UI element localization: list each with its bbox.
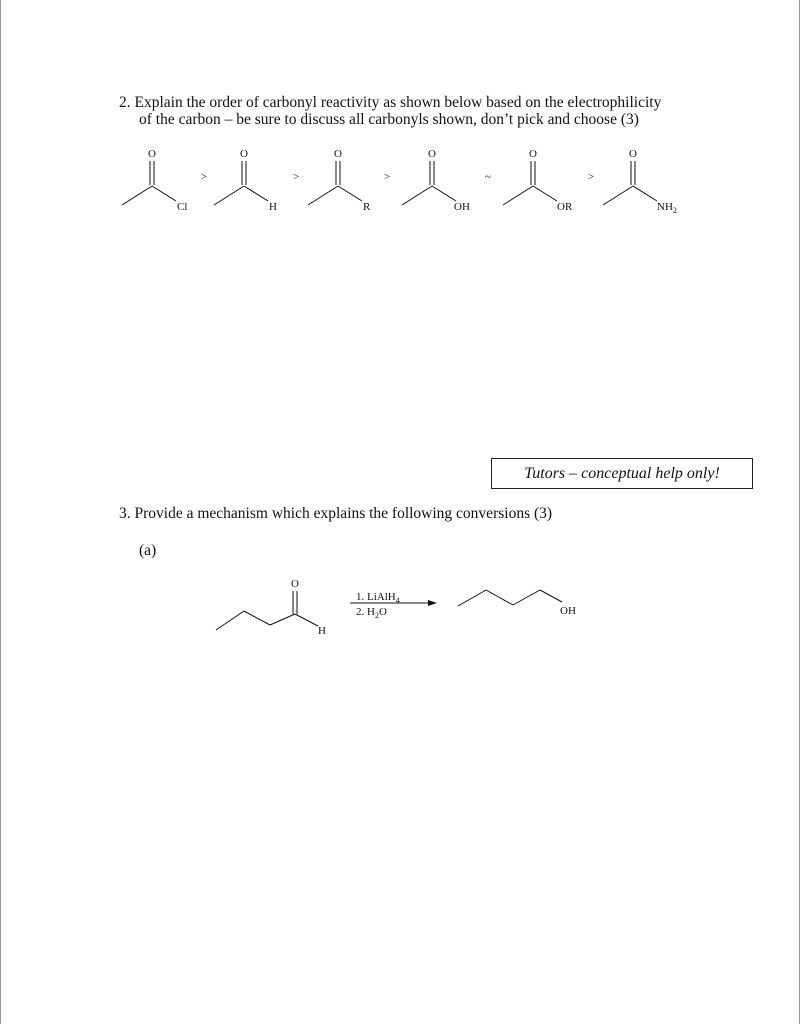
part-a-label: (a): [139, 542, 157, 559]
aldehyde-h-label: H: [318, 625, 326, 637]
oxygen-label: O: [629, 148, 637, 160]
question-3-line: 3. Provide a mechanism which explains the following conversions (3): [119, 505, 553, 522]
oxygen-label: O: [529, 148, 537, 160]
substituent-h: H: [269, 201, 277, 213]
comparator-2: >: [293, 171, 300, 183]
substituent-r: R: [363, 201, 371, 213]
reagent-step-2: 2. $H_2O$: [356, 606, 387, 620]
substituent-oh: OH: [454, 201, 470, 213]
oxygen-label: O: [240, 148, 248, 160]
comparator-3: >: [384, 171, 391, 183]
butanal-structure: [216, 578, 326, 637]
comparator-1: >: [201, 171, 208, 183]
comparator-5: >: [588, 171, 595, 183]
question-2-line-2: of the carbon – be sure to discuss all carbonyls shown, don’t pick and choose (3): [139, 111, 639, 128]
oxygen-label: O: [428, 148, 436, 160]
substituent-or: OR: [557, 201, 573, 213]
substituent-nh2: $NH_2$: [657, 201, 677, 215]
arrowhead-icon: [428, 600, 437, 606]
substituent-cl: Cl: [177, 201, 188, 213]
comparator-4: ~: [485, 171, 491, 183]
oxygen-label: O: [291, 578, 299, 590]
reaction-arrow-group: [350, 591, 437, 620]
oxygen-label: O: [334, 148, 342, 160]
hydroxyl-label: OH: [560, 605, 576, 617]
reagent-step-1: 1. LiAlH$_4$: [356, 591, 400, 605]
question-2-line-1: 2. Explain the order of carbonyl reactivity as shown below based on the electrophilicity: [119, 94, 662, 111]
oxygen-label: O: [148, 148, 156, 160]
tutor-note-text: Tutors – conceptual help only!: [524, 464, 720, 482]
butanol-structure: [458, 590, 576, 617]
